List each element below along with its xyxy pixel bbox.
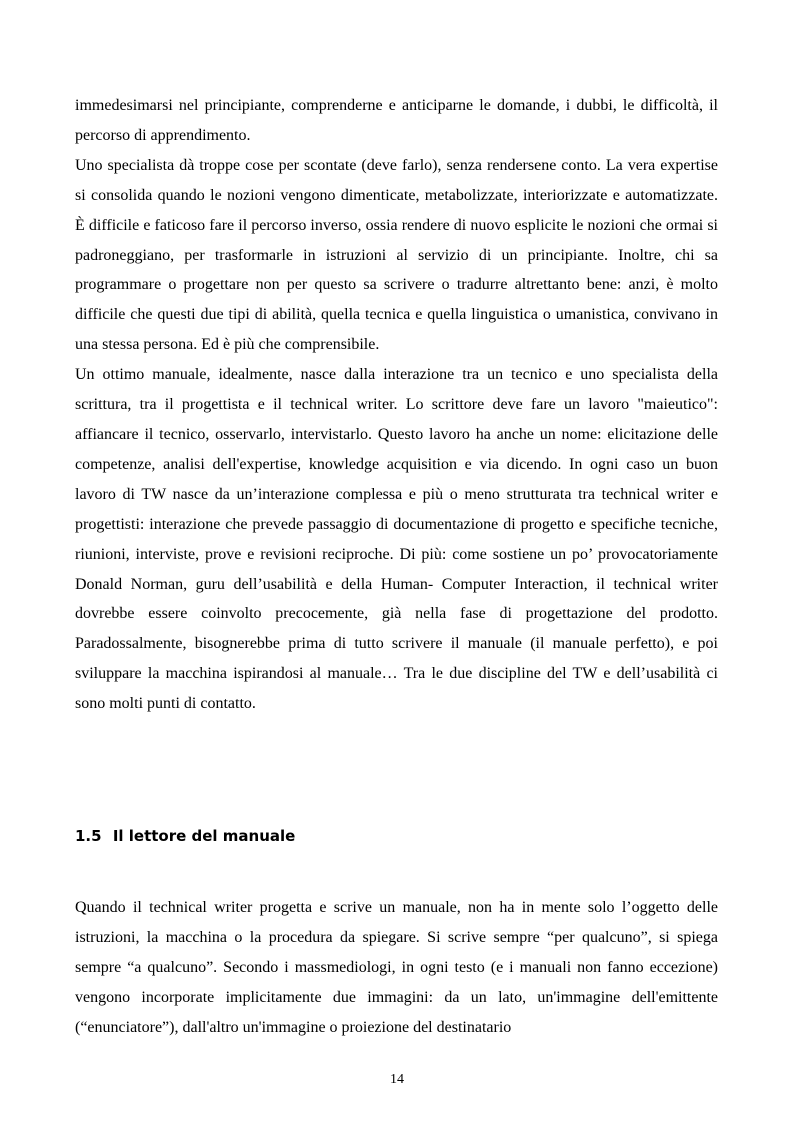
paragraph-specialist: Uno specialista dà troppe cose per scontate (deve farlo), senza rendersene conto. La vera expertise si consolida quando le nozioni vengono dimenticate, metabolizzate, interiorizzate e automatizzate. È difficile e faticoso fare il percorso inverso, ossia rendere di nuovo esplicite le nozioni che ormai si padroneggiano, per trasformarle in istruzioni al servizio di un principiante. Inoltre, chi sa programmare o progettare non per questo sa scrivere o tradurre altrettanto bene: anzi, è molto difficile che questi due tipi di abilità, quella tecnica e quella linguistica o umanistica, convivano in una stessa persona. Ed è più che comprensibile. xyxy=(75,156,718,354)
paragraph-reader: Quando il technical writer progetta e scrive un manuale, non ha in mente solo l’oggetto delle istruzioni, la macchina o la procedura da spiegare. Si scrive sempre “per qualcuno”, si spiega sempre “a qualcuno”. Secondo i massmediologi, in ogni testo (e i manuali non fanno eccezione) vengono incorporate implicitamente due immagini: da un lato, un'immagine dell'emittente (“enunciatore”), dall'altro un'immagine o proiezione del destinatario xyxy=(75,899,718,1036)
paragraph-continuation: immedesimarsi nel principiante, comprenderne e anticiparne le domande, i dubbi, le difficoltà, il percorso di apprendimento. xyxy=(75,97,718,144)
section-title: Il lettore del manuale xyxy=(112,827,296,845)
body-text xyxy=(75,91,718,719)
paragraph-ideal-manual: Un ottimo manuale, idealmente, nasce dalla interazione tra un tecnico e uno specialista della scrittura, tra il progettista e il technical writer. Lo scrittore deve fare un lavoro "maieutico": affiancare il tecnico, osservarlo, intervistarlo. Questo lavoro ha anche un nome: elicitazione delle competenze, analisi dell'expertise, knowledge acquisition e via dicendo. In ogni caso un buon lavoro di TW nasce da un’interazione complessa e più o meno strutturata tra technical writer e progettisti: interazione che prevede passaggio di documentazione di progetto e specifiche tecniche, riunioni, interviste, prove e revisioni reciproche. Di più: come sostiene un po’ provocatoriamente Donald Norman, guru dell’usabilità e della Human- Computer Interaction, il technical writer dovrebbe essere coinvolto precocemente, già nella fase di progettazione del prodotto. Paradossalmente, bisognerebbe prima di tutto scrivere il manuale (il manuale perfetto), e poi sviluppare la macchina ispirandosi al manuale… Tra le due discipline del TW e dell’usabilità ci sono molti punti di contatto. xyxy=(75,366,718,713)
section-number: 1.5 xyxy=(75,827,102,845)
section-heading xyxy=(75,824,295,848)
section-body xyxy=(75,893,718,1043)
page-number: 14 xyxy=(390,1072,404,1087)
